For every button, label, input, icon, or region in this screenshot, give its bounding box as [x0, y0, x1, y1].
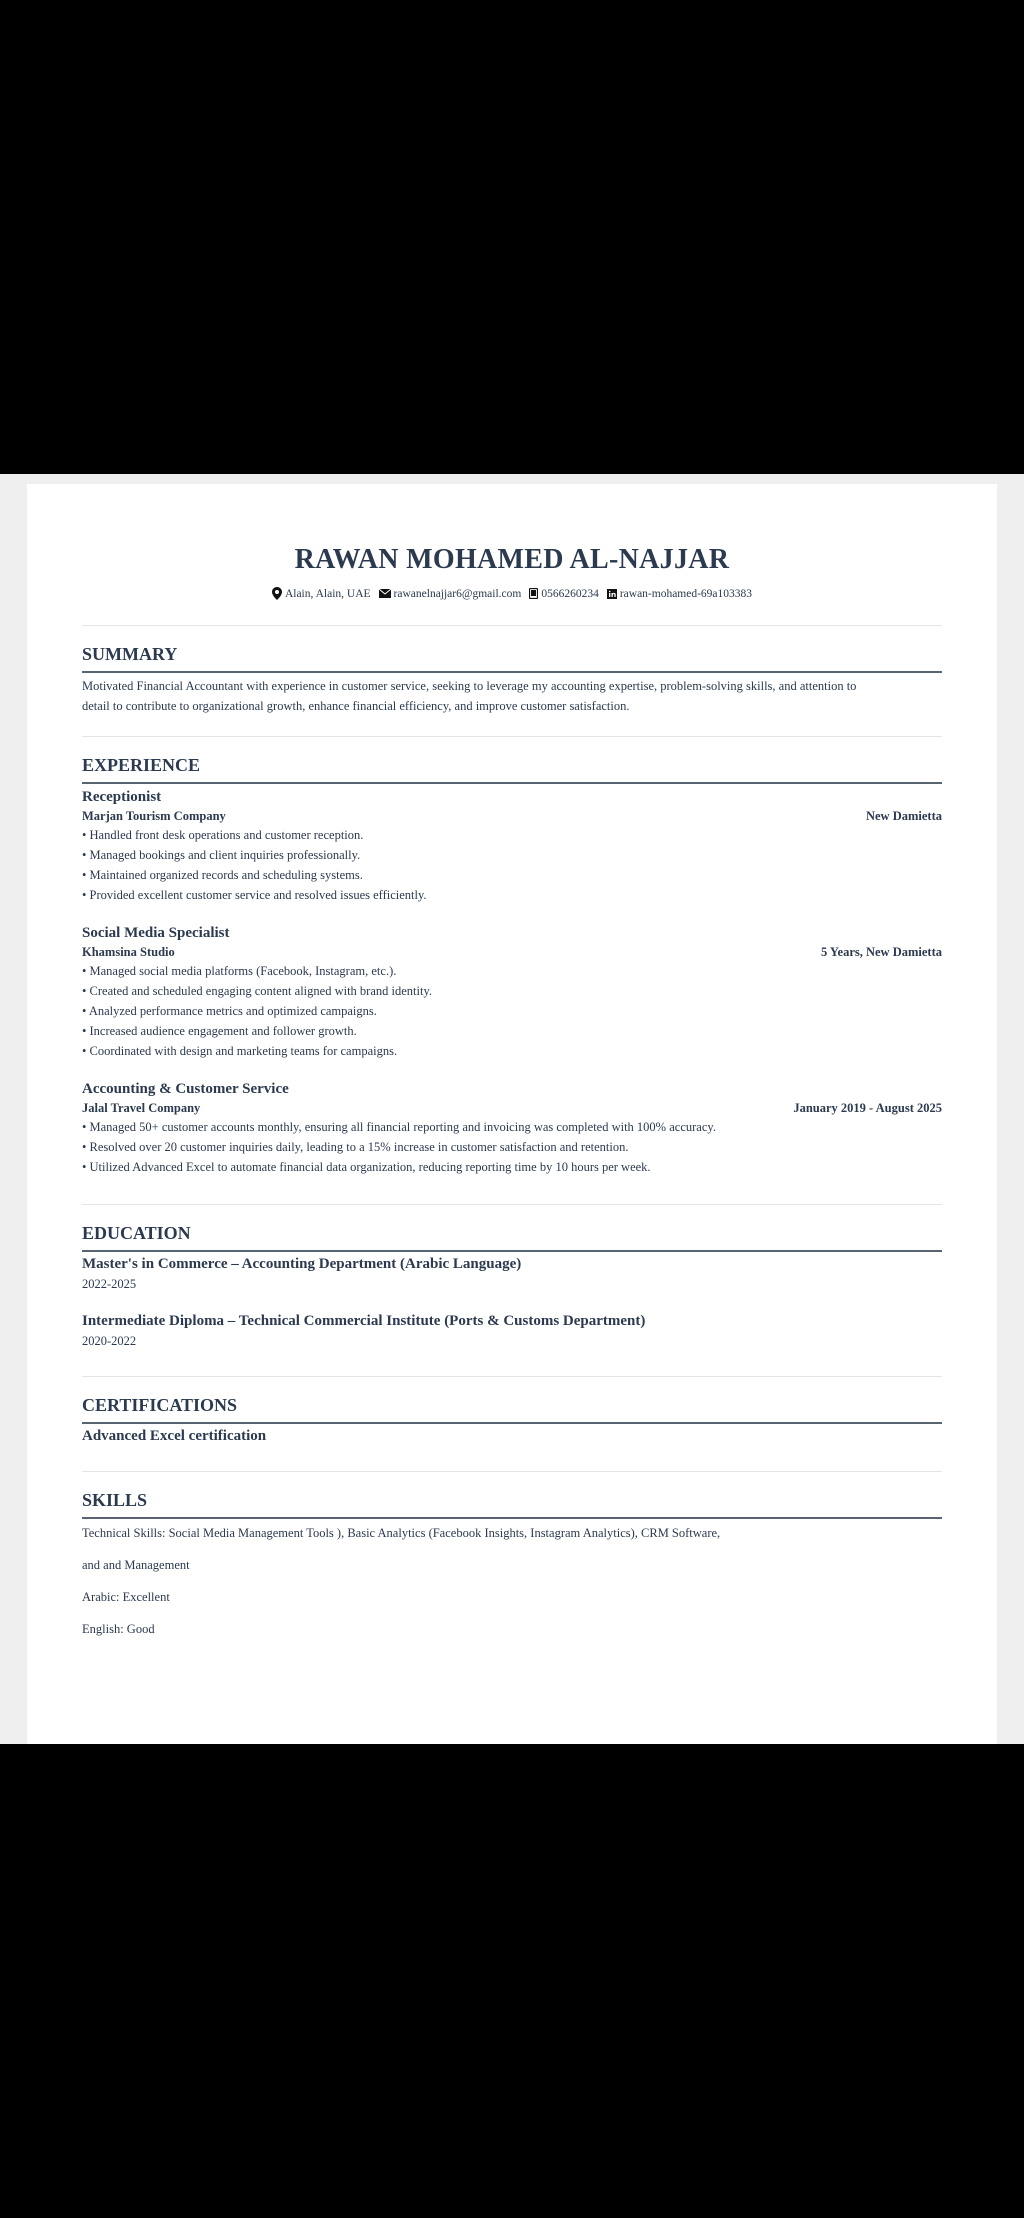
job-meta: January 2019 - August 2025 [793, 1101, 942, 1115]
linkedin-text[interactable]: rawan-mohamed-69a103383 [619, 587, 753, 600]
education-degree: Intermediate Diploma – Technical Commercial Institute (Ports & Customs Department) [82, 1313, 646, 1329]
job-company: Khamsina Studio [82, 945, 175, 959]
job-company: Jalal Travel Company [82, 1101, 201, 1115]
list-item: • Analyzed performance metrics and optimized campaigns. [82, 1001, 942, 1021]
education-years: 2020-2022 [82, 1334, 137, 1348]
contact-linkedin[interactable] [607, 588, 752, 600]
job-company-row [82, 1101, 942, 1116]
skills-line: and and Management [82, 1558, 190, 1572]
job-entry [82, 1081, 942, 1177]
job-company-row [82, 809, 942, 824]
location-text: Alain, Alain, UAE [284, 587, 371, 600]
contact-phone[interactable] [529, 588, 599, 600]
job-company: Marjan Tourism Company [82, 809, 226, 823]
job-bullets [82, 825, 942, 905]
summary-rule [82, 671, 942, 673]
education-years: 2022-2025 [82, 1277, 137, 1291]
summary-line: Motivated Financial Accountant with experience in customer service, seeking to leverage my accounting expertise, problem-solving skills, and attention to [82, 679, 857, 693]
location-pin-icon [272, 587, 282, 600]
section-divider [82, 736, 942, 737]
list-item: • Managed social media platforms (Facebook, Instagram, etc.). [82, 961, 942, 981]
job-bullets [82, 961, 942, 1061]
list-item: • Provided excellent customer service and resolved issues efficiently. [82, 885, 942, 905]
list-item: • Managed bookings and client inquiries professionally. [82, 845, 942, 865]
job-meta: New Damietta [865, 809, 942, 823]
education-entry [82, 1313, 942, 1349]
experience-rule [82, 782, 942, 784]
job-meta: 5 Years, New Damietta [820, 945, 942, 959]
contact-line [82, 587, 942, 600]
job-role: Accounting & Customer Service [82, 1081, 289, 1097]
envelope-icon [379, 589, 391, 598]
list-item: • Created and scheduled engaging content aligned with brand identity. [82, 981, 942, 1001]
certifications-heading: CERTIFICATIONS [82, 1395, 238, 1415]
skills-line: Technical Skills: Social Media Management Tools ), Basic Analytics (Facebook Insights, Instagram Analytics), CRM Software, [82, 1526, 721, 1540]
linkedin-icon [607, 589, 617, 599]
section-divider [82, 1204, 942, 1205]
candidate-name: RAWAN MOHAMED AL-NAJJAR [294, 544, 730, 575]
skills-rule [82, 1517, 942, 1519]
certifications-rule [82, 1422, 942, 1424]
job-company-row [82, 945, 942, 960]
education-heading: EDUCATION [82, 1223, 191, 1243]
section-divider [82, 1471, 942, 1472]
skills-line: Arabic: Excellent [82, 1590, 170, 1604]
header-divider [82, 625, 942, 626]
list-item: • Managed 50+ customer accounts monthly, ensuring all financial reporting and invoicing was completed with 100% accuracy. [82, 1117, 942, 1137]
education-entry [82, 1256, 942, 1292]
contact-email[interactable] [379, 588, 522, 600]
experience-heading: EXPERIENCE [82, 755, 201, 775]
email-text[interactable]: rawanelnajjar6@gmail.com [393, 587, 522, 600]
job-role: Receptionist [82, 789, 162, 805]
list-item: • Maintained organized records and scheduling systems. [82, 865, 942, 885]
contact-location [272, 587, 371, 600]
summary-text [82, 676, 942, 716]
list-item: • Handled front desk operations and customer reception. [82, 825, 942, 845]
education-rule [82, 1250, 942, 1252]
summary-heading: SUMMARY [82, 644, 178, 664]
job-bullets [82, 1117, 942, 1177]
section-divider [82, 1376, 942, 1377]
list-item: • Increased audience engagement and follower growth. [82, 1021, 942, 1041]
education-degree: Master's in Commerce – Accounting Department (Arabic Language) [82, 1256, 522, 1272]
skills-heading: SKILLS [82, 1490, 148, 1510]
list-item: • Utilized Advanced Excel to automate financial data organization, reducing reporting time by 10 hours per week. [82, 1157, 942, 1177]
phone-icon [529, 588, 538, 599]
job-role: Social Media Specialist [82, 925, 230, 941]
list-item: • Coordinated with design and marketing teams for campaigns. [82, 1041, 942, 1061]
phone-text[interactable]: 0566260234 [541, 587, 599, 600]
resume-page [27, 484, 997, 1744]
summary-line: detail to contribute to organizational growth, enhance financial efficiency, and improve customer satisfaction. [82, 699, 630, 713]
skills-line: English: Good [82, 1622, 155, 1636]
job-entry [82, 925, 942, 1061]
list-item: • Resolved over 20 customer inquiries daily, leading to a 15% increase in customer satisfaction and retention. [82, 1137, 942, 1157]
job-entry [82, 789, 942, 905]
certification-item: Advanced Excel certification [82, 1428, 267, 1444]
